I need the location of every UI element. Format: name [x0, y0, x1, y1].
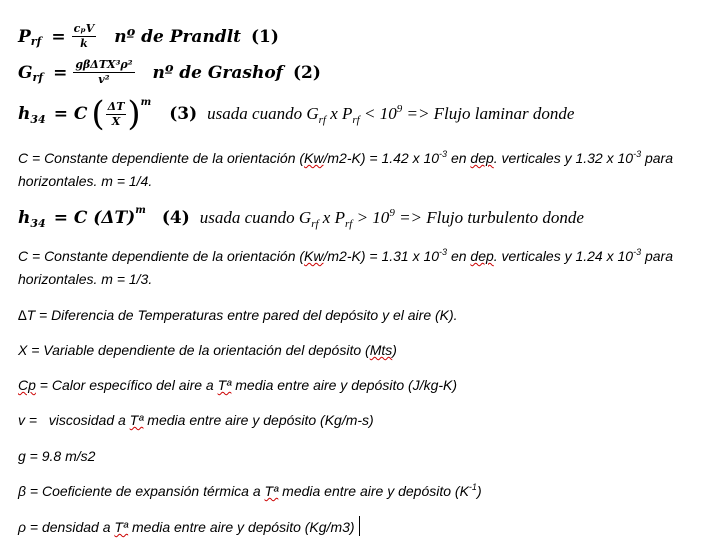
equation-h34-laminar [18, 94, 575, 134]
para1-e: para horizontales. m = 1/4. [18, 150, 674, 189]
eq4-desc-d: => Flujo turbulento donde [394, 208, 584, 227]
eq3-desc-d: => Flujo laminar donde [402, 104, 575, 123]
eq4-rhs: = C (ΔT) [53, 208, 136, 228]
para1-c: en [447, 150, 471, 166]
eq4-exponent: m [135, 204, 146, 216]
equation-prandtl [18, 22, 279, 51]
def-x-mts: Mts [369, 342, 393, 358]
eq4-desc-b: x P [318, 208, 345, 227]
eq2-fraction [73, 58, 134, 87]
eq2-label: nº de Grashof [152, 62, 283, 83]
eq4-lhs-sub: 34 [30, 216, 46, 230]
def-dt-text: ∆T = Diferencia de Temperaturas entre pared del depósito y el aire (K). [18, 307, 458, 323]
definition-delta-t [18, 305, 704, 326]
eq2-number: (2) [293, 62, 321, 83]
eq3-lhs-sub: 34 [30, 112, 46, 126]
definition-x [18, 340, 704, 361]
para1-a: C = Constante dependiente de la orientación ( [18, 150, 305, 166]
para1-sup1: -3 [439, 149, 448, 159]
eq3-frac-numerator: ΔT [107, 99, 125, 113]
para2-dep: dep [470, 248, 494, 264]
def-cp-c: media entre aire y depósito (J/kg-K) [231, 377, 458, 393]
text-cursor[interactable] [359, 516, 360, 536]
def-rho-ta: Tª [114, 519, 129, 535]
eq4-desc-sup: 9 [389, 207, 395, 219]
eq1-equals: = [51, 26, 66, 47]
eq2-numerator: gβΔTX³ρ² [75, 58, 133, 71]
eq4-lhs: h [18, 208, 31, 228]
eq2-lhs-sub: rf [32, 71, 44, 84]
eq1-number: (1) [251, 26, 279, 47]
para1-d: . verticales y 1.32 x 10 [493, 150, 634, 166]
eq1-fraction [72, 22, 97, 51]
eq4-desc-a: usada cuando G [199, 208, 312, 227]
para2-b: /m2-K) = 1.31 x 10 [323, 248, 440, 264]
paragraph-constant-laminar [18, 148, 704, 192]
eq1-lhs: P [18, 26, 31, 47]
def-x-a: X = Variable dependiente de la orientación del depósito ( [18, 342, 370, 358]
eq3-fraction [106, 100, 127, 129]
definition-v [18, 410, 704, 431]
para2-c: en [447, 248, 471, 264]
para2-kw: Kw [304, 248, 324, 264]
eq3-rhs-c: = C [53, 104, 88, 124]
para2-e: para horizontales. m = 1/3. [18, 248, 674, 287]
para1-sup2: -3 [633, 149, 642, 159]
definition-cp [18, 375, 704, 396]
para2-sup2: -3 [633, 247, 642, 257]
def-rho-b: media entre aire y depósito (Kg/m3) [128, 519, 355, 535]
eq1-denominator: k [80, 37, 88, 50]
eq3-desc-sub2: rf [352, 114, 360, 126]
definition-beta [18, 481, 704, 504]
def-x-b: ) [392, 342, 397, 358]
eq3-number: (3) [169, 104, 198, 124]
def-beta-b: media entre aire y depósito (K [278, 483, 469, 499]
para2-d: . verticales y 1.24 x 10 [493, 248, 634, 264]
eq4-description [200, 208, 584, 228]
def-v-b: media entre aire y depósito (Kg/m-s) [143, 412, 374, 428]
eq3-exponent: m [140, 96, 152, 108]
eq3-right-paren: ) [127, 94, 141, 134]
eq3-left-paren: ( [91, 94, 105, 134]
eq3-description [207, 104, 574, 124]
eq1-lhs-sub: rf [30, 35, 42, 48]
eq4-desc-c: > 10 [352, 208, 390, 227]
def-rho-a: ρ = densidad a [18, 519, 115, 535]
def-beta-a: β = Coeficiente de expansión térmica a [18, 483, 265, 499]
eq3-desc-sup: 9 [396, 103, 403, 115]
eq3-lhs: h [18, 104, 31, 124]
def-v-ta: Tª [129, 412, 144, 428]
eq3-desc-sub1: rf [318, 114, 326, 126]
def-cp-ta: Tª [217, 377, 232, 393]
def-beta-ta: Tª [264, 483, 279, 499]
paragraph-constant-turbulent [18, 246, 704, 290]
eq4-desc-sub2: rf [344, 218, 353, 230]
def-v-a: v = viscosidad a [18, 412, 130, 428]
def-cp-a: Cp [18, 377, 36, 393]
para2-a: C = Constante dependiente de la orientación ( [18, 248, 305, 264]
para1-dep: dep [470, 150, 494, 166]
eq2-equals: = [53, 62, 68, 83]
para2-sup1: -3 [439, 247, 448, 257]
definition-g [18, 446, 704, 467]
eq1-numerator: cₚV [73, 22, 95, 35]
def-beta-sup: -1 [468, 482, 477, 492]
eq3-desc-b: x P [325, 104, 353, 123]
eq4-number: (4) [161, 208, 190, 228]
equation-h34-turbulent [18, 204, 584, 230]
eq3-desc-c: < 10 [359, 104, 397, 123]
eq1-label: nº de Prandlt [114, 26, 242, 47]
eq3-frac-denominator: X [111, 114, 121, 128]
eq2-denominator: v² [98, 73, 110, 86]
def-cp-b: = Calor específico del aire a [35, 377, 218, 393]
eq2-lhs: G [18, 62, 33, 83]
para1-b: /m2-K) = 1.42 x 10 [323, 150, 440, 166]
para1-kw: Kw [304, 150, 324, 166]
eq3-desc-a: usada cuando G [207, 104, 319, 123]
equation-grashof [18, 58, 321, 87]
def-beta-c: ) [476, 483, 482, 499]
eq4-desc-sub1: rf [311, 218, 319, 230]
definition-rho [18, 516, 704, 538]
def-g-text: g = 9.8 m/s2 [18, 448, 96, 464]
